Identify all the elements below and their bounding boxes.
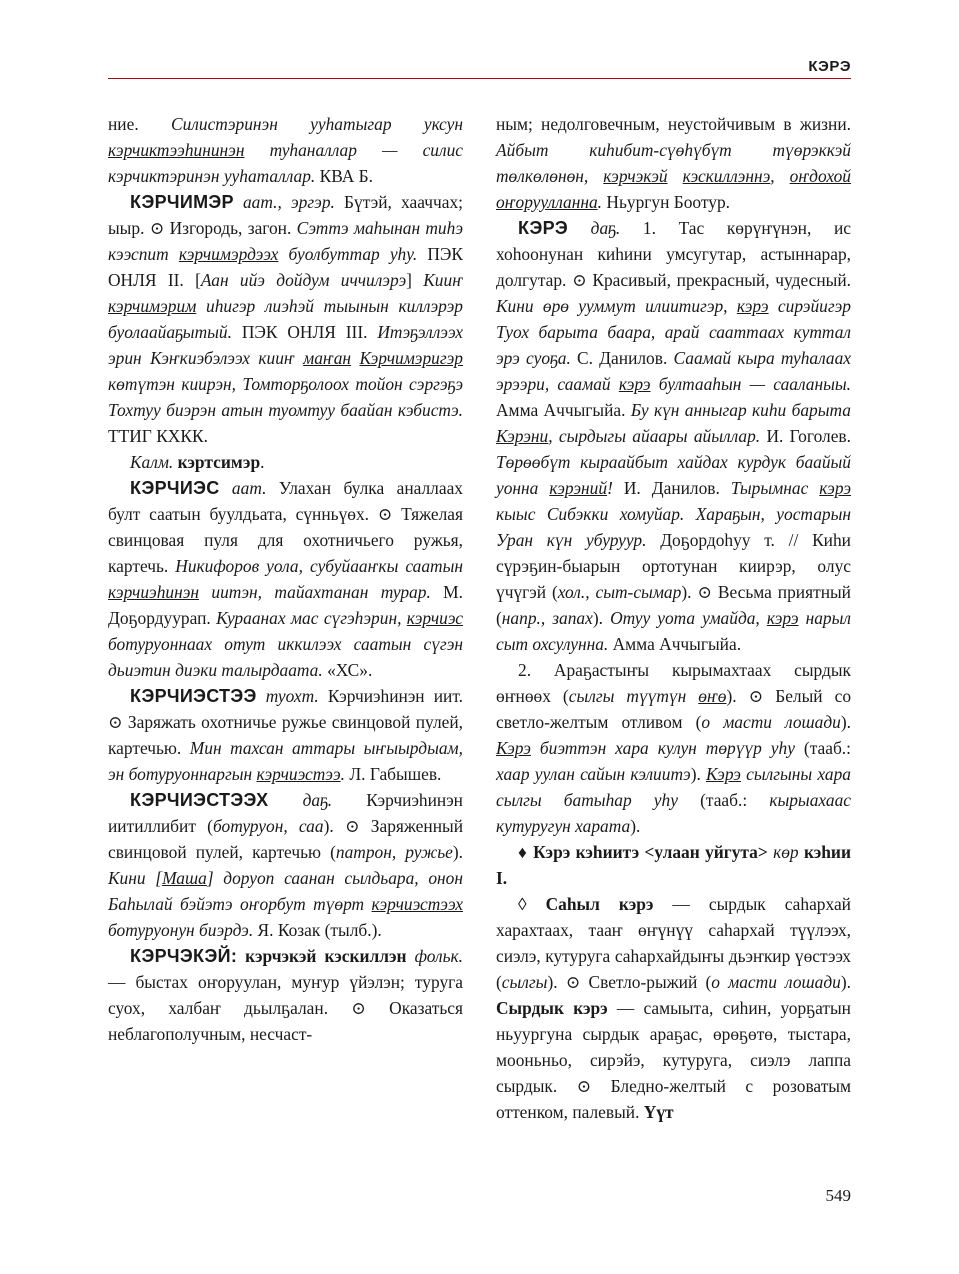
text-run: бултааһын — сааланыы. (650, 374, 851, 394)
text-run: Итэҕэллээх эрин Кэҥкиэбэлээх кииҥ (108, 322, 463, 368)
text-run: КВА Б. (315, 166, 373, 186)
text-run: ботуруонун биэрдэ. (108, 920, 254, 940)
text-run: кэртсимэр (177, 452, 261, 472)
header-rule (108, 78, 851, 79)
text-run: (тааб.: (794, 738, 851, 758)
text-run: «ХС». (322, 660, 373, 680)
page-number: 549 (825, 1186, 851, 1205)
text-run: (тааб.: (677, 790, 770, 810)
running-head: КЭРЭ (808, 58, 851, 75)
text-run: хол., сыт-сымар (557, 582, 682, 602)
text-run: Улахан булка аналлаах булт саатын буулдьата, сүнньүөх. ⊙ Тяжелая свинцовая пуля для охотничьего ружья, картечь. (108, 478, 463, 576)
text-run: кэскиллэннэ (682, 166, 771, 186)
text-run: Калм. (130, 452, 178, 472)
headword: КЭРЧЭКЭЙ: (130, 946, 238, 966)
text-run: о масти лошади (701, 712, 841, 732)
text-run: буолбуттар уһу. (278, 244, 418, 264)
text-run: биэттэн хара кулун төрүүр уһу (530, 738, 795, 758)
text-run: ). (840, 972, 852, 992)
text-run: кэрчиэстээ (256, 764, 341, 784)
text-run: өҥө (698, 686, 727, 706)
text-run: кырыахаас кутуругун харата (496, 790, 851, 836)
text-run: Кини өрө ууммут илиитигэр, (496, 296, 737, 316)
text-run: . (597, 192, 603, 212)
text-run: С. Данилов. (570, 348, 674, 368)
text-run: Саһыл кэрэ (545, 894, 654, 914)
text-run: оҥорбут түөрт (240, 894, 372, 914)
text-run: сылгы түүтүн (568, 686, 699, 706)
text-run: патрон, ружье (335, 842, 453, 862)
text-run: кэрчиэстээх (371, 894, 463, 914)
text-run: Аан ийэ дойдум иччилэрэ (200, 270, 407, 290)
text-run: кэрчиэс (406, 608, 463, 628)
text-run: И. Гоголев. (760, 426, 851, 446)
text-run: кэрчимэрим (108, 296, 197, 316)
text-run: . (260, 452, 265, 472)
text-run: даҕ. (268, 790, 333, 810)
text-run: — сырдык саһархай харахтаах, тааҥ өҥүнүү саһархай түүлээх, сиэлэ, кутуруга саһархайдыҥы дьэҥкир үөстээх ( (496, 894, 851, 992)
text-run: ). (630, 816, 641, 836)
text-run: кэрчиэһинэн (108, 582, 200, 602)
text-run: Доҕордоһуу т. // Киһи сүрэҕин-быарын ортотунан киирэр, олус үчүгэй ( (496, 530, 851, 602)
text-run: кэрэ (618, 374, 651, 394)
text-run: Мин тахсан аттары ыҥыырдыам, эн ботуруоннаргын (108, 738, 463, 784)
text-run: Маша (162, 868, 207, 888)
text-run: ние. (108, 114, 172, 134)
text-run: , сырдыгы айаары айыллар. (548, 426, 761, 446)
text-run: Тырымнас (730, 478, 820, 498)
text-run: о масти лошади (711, 972, 841, 992)
text-run: — быстах оҥоруулан, муҥур үйэлэн; туруга суох, халбаҥ дьылҕалан. ⊙ Оказаться неблагополучным, несчаст- (108, 972, 463, 1044)
text-run: Айбыт киһибит-сүөһүбүт түөрэккэй төлкөлөнөн, (496, 140, 851, 186)
text-run: ♦ Кэрэ кэһиитэ <улаан уйгута> (518, 842, 768, 862)
text-run: Сырдык кэрэ (496, 998, 608, 1018)
text-run: көтүтэн киирэн, Томторҕолоох тойон сэргэҕэ Тохтуу биэрэн атын туомтуу баайан кэбистэ. (108, 374, 463, 420)
text-run: сылгы (501, 972, 548, 992)
headword: КЭРЧИЭС (130, 478, 220, 498)
entry-continuation (108, 111, 463, 189)
text-run: хаар уулан сайын кэлиитэ (496, 764, 691, 784)
text-run: кэрчиктээһининэн (108, 140, 245, 160)
text-run: ). (840, 712, 851, 732)
phrase-kere-kehiite (496, 839, 851, 891)
text-run: ным; недолговечным, неустойчивым в жизни. (496, 114, 851, 134)
text-run: Сэттэ маһынан тиһэ кээспит (108, 218, 463, 264)
text-run: ). ⊙ Светло-рыжий ( (547, 972, 712, 992)
text-run: маҥан (303, 348, 352, 368)
text-run: ). (592, 608, 611, 628)
text-run: Үүт (643, 1102, 674, 1122)
text-run: кэрчимэрдээх (178, 244, 279, 264)
text-run: ). (690, 764, 707, 784)
entry-kerchekey (108, 943, 463, 1047)
text-run: М. Доҕордуурап. (108, 582, 463, 628)
text-run: Бүтэй, хааччах; ыыр. ⊙ Изгородь, загон. (108, 192, 463, 238)
text-run: Кэрчиэһинэн иитиллибит ( (108, 790, 463, 836)
text-run: иһигэр лиэһэй тыынын киллэрэр буолаайаҕытый. (108, 296, 463, 342)
text-run: Л. Габышев. (345, 764, 442, 784)
text-run: ). ⊙ Белый со светло-желтым отливом ( (496, 686, 852, 732)
text-run: сирэйигэр Туох барыта баара, арай сааттаах куттал эрэ суоҕа. (496, 296, 851, 368)
entry-continuation (496, 111, 851, 215)
text-run: ). ⊙ Весьма приятный ( (496, 582, 851, 628)
text-run: ). (452, 842, 463, 862)
text-run (668, 166, 683, 186)
text-run: нарыл сыт охсулунна. (496, 608, 851, 654)
text-run: кыыс Сибэкки хомуйар. Хараҕын, уостарын Уран күн убуруур. (496, 504, 851, 550)
entry-kerchimer (108, 189, 463, 449)
entry-kere-sense-2 (496, 657, 851, 839)
text-run: кэрэний (549, 478, 608, 498)
text-run: Силистэринэн ууһатыгар уксун (171, 114, 463, 134)
text-run: Отуу уота умайда, (610, 608, 767, 628)
text-run: ] (406, 270, 424, 290)
text-run: ботуруон, саа (212, 816, 324, 836)
text-run: — самыыта, сиһин, уорҕатын ньуургуна сырдык араҕас, өрөҕөтө, тыстара, мооньньо, сирэйэ, кутуруга, сиэлэ лаппа сырдык. ⊙ Бледно-желтый с розоватым оттенком, палевый. (496, 998, 851, 1122)
entry-kere (496, 215, 851, 657)
text-run: аат. (219, 478, 267, 498)
text-run: Амма Аччыгыйа. (608, 634, 742, 654)
text-run: Ньургун Боотур. (602, 192, 730, 212)
text-run: ботуруоннаах отут иккилээх саатын сүгэн дьиэтин диэки талырдаата. (108, 634, 463, 680)
text-run: Кэрчимэригэр (359, 348, 463, 368)
text-run: ПЭК ОНЛЯ III. (231, 322, 378, 342)
text-run: Кэрэ (496, 738, 531, 758)
right-column (496, 111, 851, 1125)
entry-kerchiestee (108, 683, 463, 787)
text-run: ). ⊙ Заряженный свинцовой пулей, картечью ( (108, 816, 464, 862)
text-run: , (770, 166, 790, 186)
text-run: кэрчэкэй кэскиллэн (237, 946, 407, 966)
text-run: напр., запах (501, 608, 593, 628)
text-run: иитэн, тайахтанан турар. (199, 582, 431, 602)
text-run: оҥдохой (789, 166, 851, 186)
phrase-sahyl-kere (496, 891, 851, 1125)
text-run: И. Данилов. (612, 478, 731, 498)
text-run: оҥоруулланна (496, 192, 598, 212)
text-run: туһаналлар — силис кэрчиктэринэн ууһаталлар. (108, 140, 463, 186)
text-run: туохт. (256, 686, 319, 706)
text-run: фольк. (406, 946, 463, 966)
text-run: кэһии I. (496, 842, 851, 888)
text-run: даҕ. (568, 218, 621, 238)
text-run: ] доруоп саанан сылдьара, онон Баһылай бэйэтэ (108, 868, 463, 914)
text-run: көр (767, 842, 804, 862)
text-run: кэрэ (819, 478, 851, 498)
text-run: кэрэ (736, 296, 769, 316)
headword: КЭРЧИЭСТЭЭ (130, 686, 257, 706)
text-run: кэрчэкэй (603, 166, 668, 186)
text-run: ТТИГ КХКК. (108, 426, 208, 446)
text-run: Бу күн анныгар киһи барыта (630, 400, 851, 420)
text-run: Кэрчиэһинэн иит. ⊙ Заряжать охотничье ружье свинцовой пулей, картечью. (108, 686, 463, 758)
text-run: кэрэ (766, 608, 799, 628)
text-run: ◊ (518, 894, 546, 914)
text-run: Кэрэ (706, 764, 741, 784)
text-run: ! (607, 478, 613, 498)
entry-kerchies (108, 475, 463, 683)
text-run: ПЭК ОНЛЯ II. [ (108, 244, 463, 290)
text-run: сылгыны хара сылгы батыһар уһу (496, 764, 851, 810)
headword: КЭРЧИЭСТЭЭХ (130, 790, 269, 810)
text-run: 1. Тас көрүҥүнэн, ис хоһоонунан киһини умсугутар, астыннарар, долгутар. ⊙ Красивый, прекрасный, чудесный. (496, 218, 852, 290)
etymology-note (108, 449, 463, 475)
text-run: аат., эргэр. (233, 192, 335, 212)
text-run: . (340, 764, 345, 784)
text-run: 2. Араҕастыҥы кырымахтаах сырдык өҥнөөх ( (496, 660, 851, 706)
text-run: Төрөөбүт кыраайбыт хайдах курдук баайый уонна (496, 452, 851, 498)
text-run: Кэрэни (496, 426, 549, 446)
headword: КЭРЧИМЭР (130, 192, 234, 212)
text-run: Кииҥ (423, 270, 464, 290)
headword: КЭРЭ (518, 218, 569, 238)
text-run: Амма Аччыгыйа. (496, 400, 631, 420)
text-run: Кини [ (108, 868, 163, 888)
text-run: Я. Козак (тылб.). (253, 920, 382, 940)
text-run: Кураанах мас сүгэһэрин, (216, 608, 407, 628)
text-run: Саамай кыра туһалаах эрээри, саамай (496, 348, 851, 394)
left-column (108, 111, 463, 1047)
entry-kerchiesteekh (108, 787, 463, 943)
text-run: Никифоров уола, субуйааҥкы саатын (175, 556, 463, 576)
